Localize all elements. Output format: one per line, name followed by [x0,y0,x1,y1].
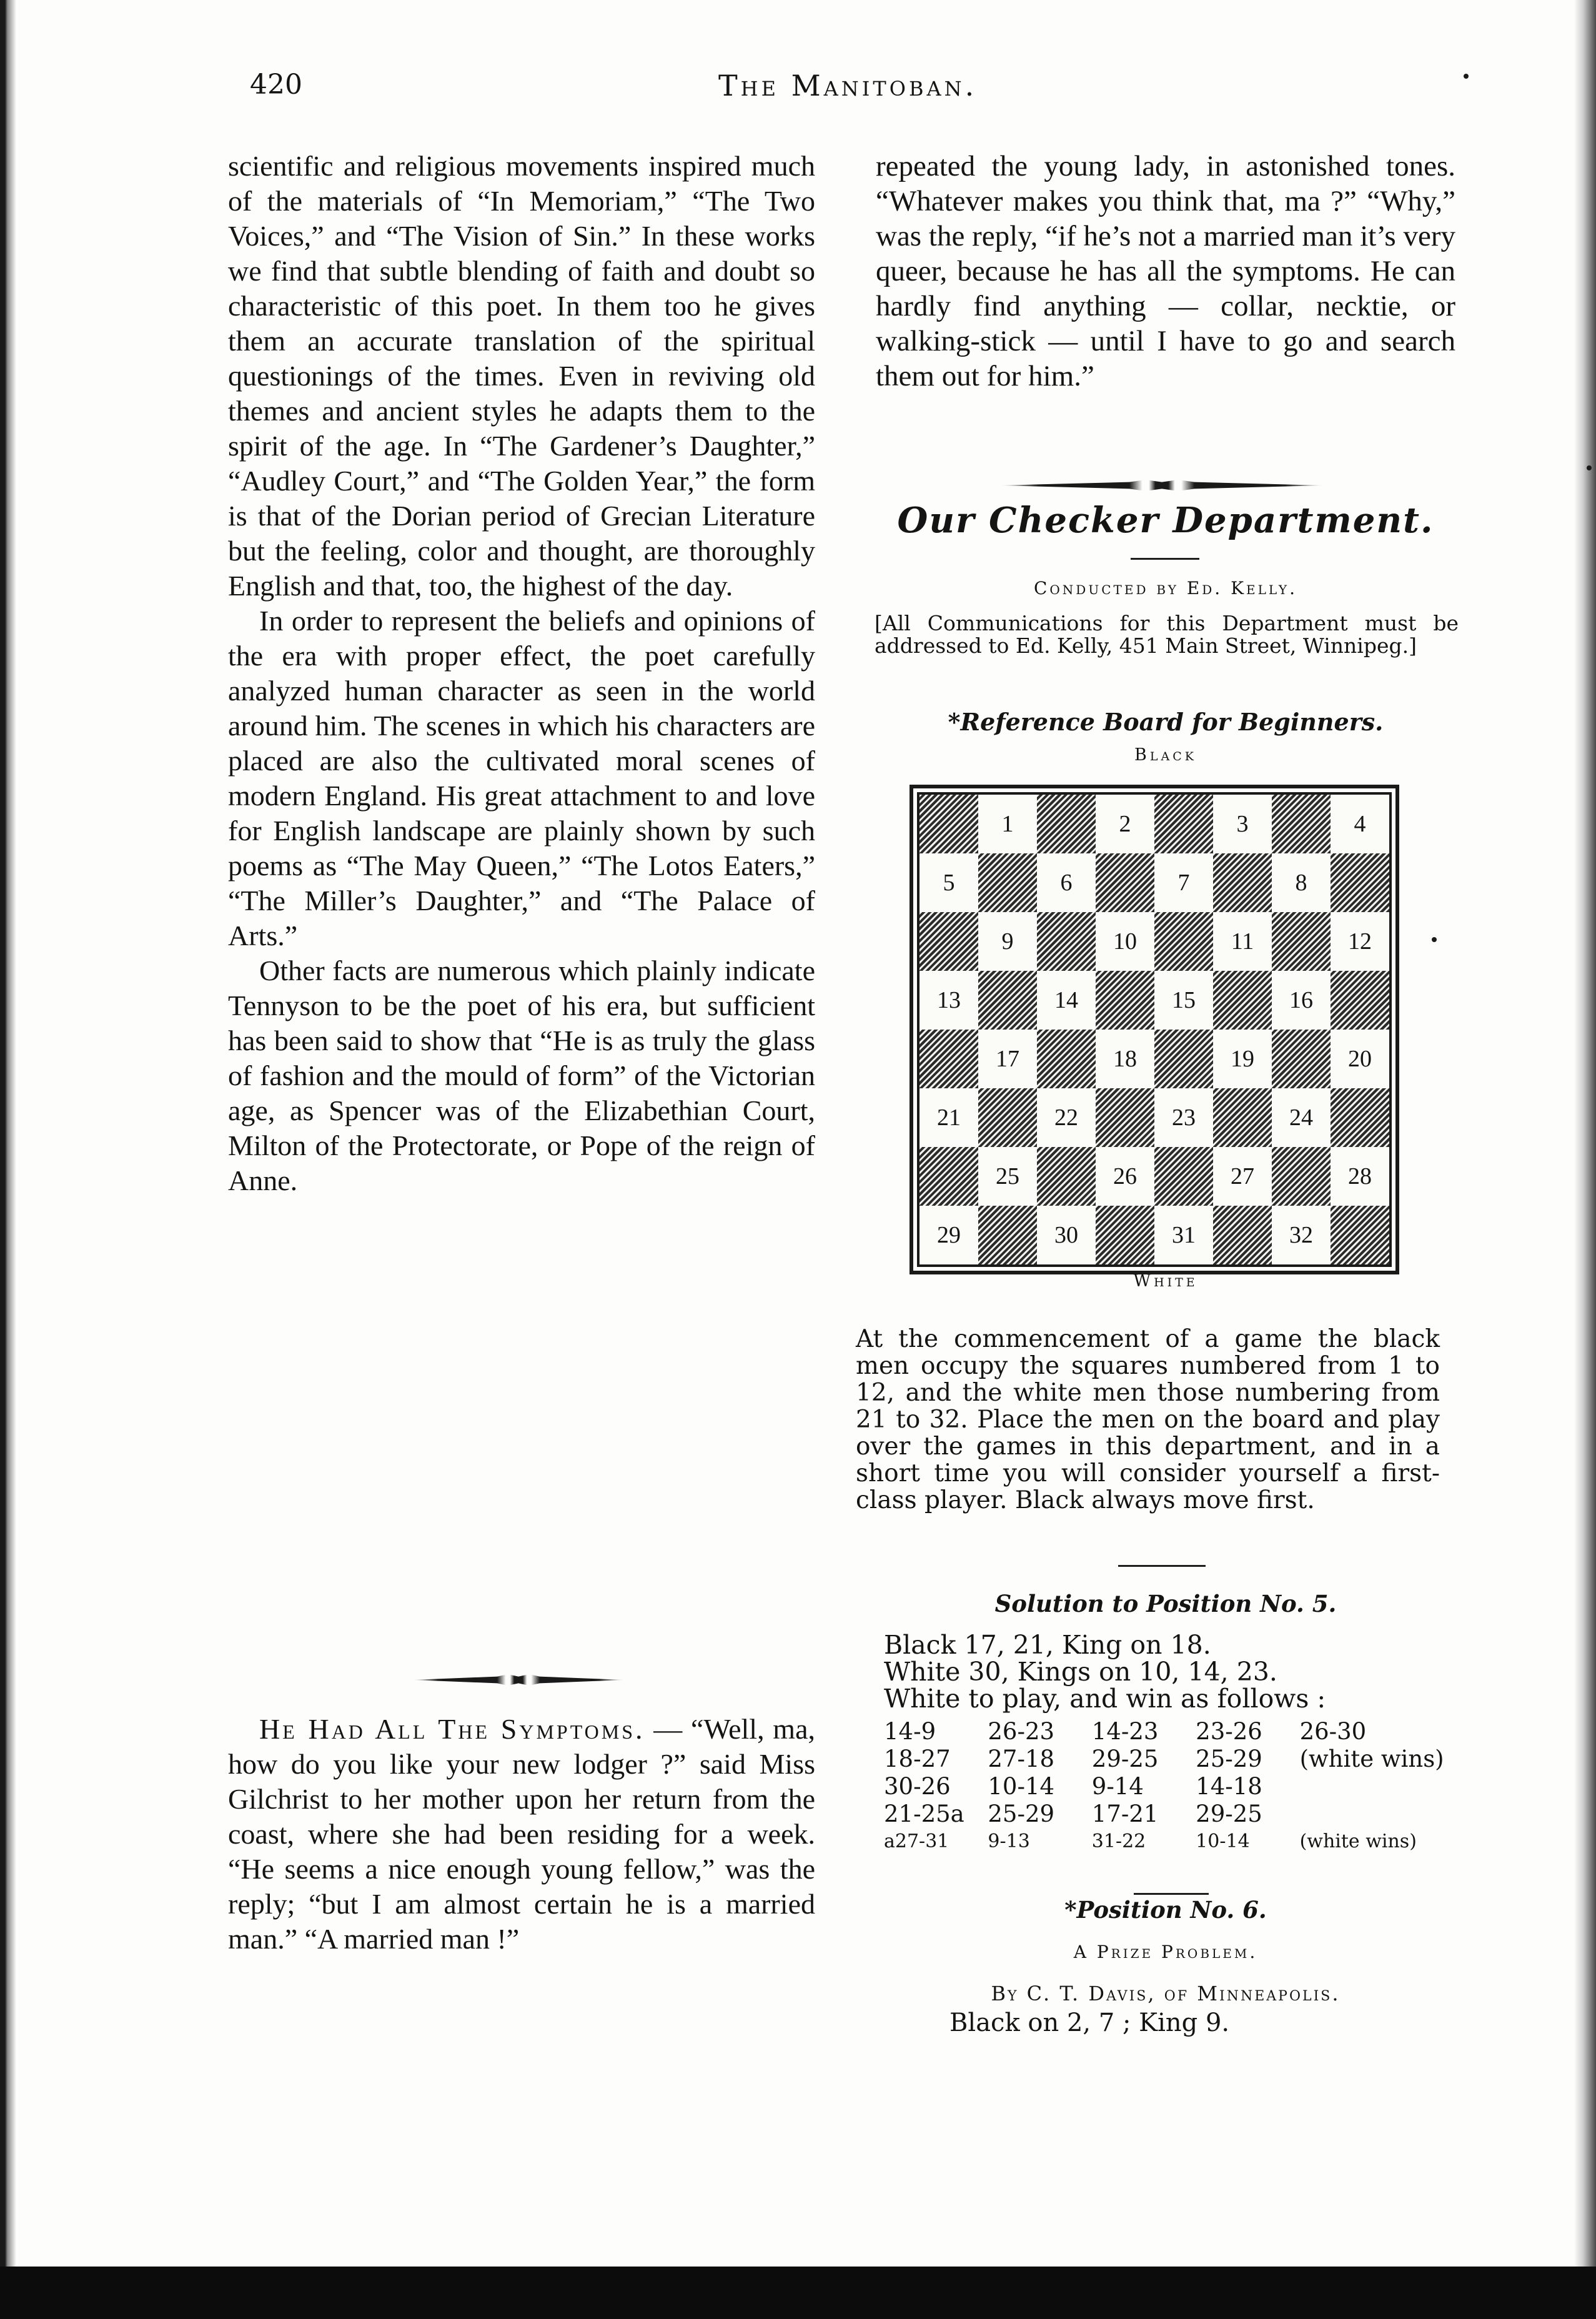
move-cell: (white wins) [1299,1745,1444,1772]
board-square-numbered: 20 [1348,1046,1372,1072]
article-paragraph: In order to represent the beliefs and opinions of the era with proper effect, the poet carefully analyzed human character as seen in the world around him. The scenes in which his characters are placed are also the cultivated moral scenes of modern England. His great attachment to and love for English landscape are plainly shown by such poems as “The May Queen,” “The Lotos Eaters,” “The Miller’s Daughter,” and “The Palace of Arts.” [228,605,815,951]
moves-row [884,1773,1459,1800]
board-square-dark [1037,1147,1096,1206]
section-ornament [412,1674,625,1686]
board-square-dark [1272,912,1331,971]
board-square-dark [1272,795,1331,853]
story-title: He Had All The Symptoms. [259,1713,645,1745]
board-square-numbered: 24 [1289,1105,1313,1131]
board-explanation: At the commencement of a game the black men occupy the squares numbered from 1 to 12, and the white men those numbering from 21 to 32. Place the men on the board and play over the games in this department, and in a short time you will consider yourself a first-class player. Black always move first. [856,1325,1440,1514]
move-cell: (white wins) [1299,1830,1417,1852]
moves-row [884,1800,1459,1828]
board-square-dark [1154,1147,1213,1206]
story-start [228,1712,815,1957]
story-continued [876,149,1455,394]
board-square-dark [1213,853,1272,912]
board-square-numbered: 1 [1001,811,1014,837]
move-cell: 14-9 [884,1718,936,1745]
board-square-numbered: 16 [1289,987,1313,1013]
black-position: Black on 2, 7 ; King 9. [949,2009,1230,2037]
page-left-edge-shadow [0,0,16,2319]
conducted-by: Conducted by Ed. Kelly. [1033,578,1298,598]
moves-row [884,1828,1459,1855]
board-square-numbered: 32 [1289,1222,1313,1248]
board-square-numbered: 21 [937,1105,961,1131]
divider-rule [1134,1893,1209,1895]
board-square-dark [919,795,978,853]
move-cell: 23-26 [1196,1718,1262,1745]
divider-rule [1118,1565,1206,1567]
board-square-dark [978,971,1037,1030]
page-right-edge-shadow [1574,0,1596,2319]
board-square-numbered: 22 [1054,1105,1078,1131]
board-square-numbered: 19 [1231,1046,1254,1072]
move-cell [1300,1773,1459,1800]
article-paragraph: Other facts are numerous which plainly indicate Tennyson to be the poet of his era, but sufficient has been said to show that “He is as truly the glass of fashion and the mould of form” of the Victorian age, as Spencer was of the Elizabethian Court, Milton of the Protectorate, or Pope of the reign of Anne. [228,955,815,1196]
board-square-numbered: 10 [1113,928,1137,955]
board-square-dark [1213,1206,1272,1264]
board-square-numbered: 23 [1172,1105,1196,1131]
board-square-dark [1272,1147,1331,1206]
move-cell: 10-14 [1196,1830,1250,1852]
board-square-numbered: 31 [1172,1222,1196,1248]
board-square-dark [919,912,978,971]
board-square-dark [1037,912,1096,971]
board-square-numbered: 27 [1231,1163,1254,1189]
position-title: *Position No. 6. [1064,1896,1267,1924]
page-bottom-edge-shadow [0,2267,1596,2319]
move-cell: 26-30 [1299,1718,1367,1745]
move-cell: 9-13 [988,1830,1030,1852]
board-square-numbered: 8 [1295,870,1307,896]
board-square-dark [978,1206,1037,1264]
board-square-numbered: 7 [1177,870,1190,896]
print-speck [1432,937,1437,942]
board-top-label: Black [1134,745,1197,765]
article-paragraph: scientific and religious movements inspired much of the materials of “In Memoriam,” “The Two Voices,” and “The Vision of Sin.” In these works we find that subtle blending of faith and doubt so characteristic of this poet. In them too he gives them an accurate translation of the spiritual questionings of the times. Even in reviving old themes and ancient styles he adapts them to the spirit of the age. In “The Gardener’s Daughter,” “Audley Court,” and “The Golden Year,” the form is that of the Dorian period of Grecian Literature but the feeling, color and thought, are thoroughly English and that, too, the highest of the day. [228,150,815,602]
move-cell: 18-27 [884,1745,951,1772]
board-square-numbered: 17 [996,1046,1019,1072]
running-title: The Manitoban. [718,69,978,102]
move-cell: 10-14 [988,1773,1055,1800]
move-cell: 14-18 [1196,1773,1262,1800]
solution-moves-table [884,1718,1459,1855]
move-cell: 9-14 [1091,1773,1144,1800]
checker-board [917,792,1392,1267]
print-speck [1464,74,1469,79]
board-square-dark [1331,1088,1389,1147]
solution-lines [884,1632,1446,1712]
move-cell: 25-29 [1196,1745,1262,1772]
solution-line: White 30, Kings on 10, 14, 23. [884,1657,1277,1687]
board-square-dark [1096,971,1154,1030]
board-square-numbered: 29 [937,1222,961,1248]
left-column [228,149,815,1198]
move-cell [1300,1800,1459,1828]
board-square-dark [1272,1030,1331,1088]
board-square-numbered: 4 [1354,811,1366,837]
board-square-dark [1037,1030,1096,1088]
board-square-numbered: 2 [1119,811,1131,837]
move-cell: 29-25 [1196,1800,1262,1827]
board-bottom-label: White [1133,1271,1198,1291]
board-square-numbered: 11 [1231,928,1254,955]
reference-board-title: *Reference Board for Beginners. [948,708,1384,736]
board-square-numbered: 18 [1113,1046,1137,1072]
board-square-dark [978,1088,1037,1147]
board-square-numbered: 15 [1172,987,1196,1013]
board-square-dark [978,853,1037,912]
divider-rule [1131,558,1199,560]
move-cell: 25-29 [988,1800,1055,1827]
move-cell: 26-23 [988,1718,1055,1745]
story-text: — “Well, ma, how do you like your new lodger ?” said Miss Gilchrist to her mother upon her return from the coast, where she had been residing for a week. “He seems a nice enough young fellow,” was the reply; “but I am almost certain he is a married man.” “A married man !” [228,1713,815,1955]
board-square-dark [1154,912,1213,971]
communications-note: [All Communications for this Department must be addressed to Ed. Kelly, 451 Main Street, Winnipeg.] [875,611,1459,658]
department-title: Our Checker Department. [897,500,1434,541]
board-square-dark [1096,1206,1154,1264]
board-square-numbered: 30 [1054,1222,1078,1248]
move-cell: 21-25a [884,1800,964,1827]
board-square-numbered: 25 [996,1163,1019,1189]
section-ornament [999,480,1324,491]
board-square-dark [1331,1206,1389,1264]
board-square-dark [1213,1088,1272,1147]
page-number: 420 [250,69,302,101]
board-square-numbered: 14 [1054,987,1078,1013]
board-square-numbered: 26 [1113,1163,1137,1189]
move-cell: a27-31 [884,1830,949,1852]
moves-row [884,1718,1459,1745]
board-square-numbered: 13 [937,987,961,1013]
board-square-numbered: 12 [1348,928,1372,955]
move-cell: 17-21 [1091,1800,1159,1827]
board-square-numbered: 3 [1236,811,1249,837]
board-square-dark [1331,853,1389,912]
board-square-dark [1154,795,1213,853]
print-speck [1587,465,1592,470]
move-cell: 30-26 [884,1773,951,1800]
board-square-dark [1096,1088,1154,1147]
story-continued-text: repeated the young lady, in astonished tones. “Whatever makes you think that, ma ?” “Why,” was the reply, “if he’s not a married man it’s very queer, because he has all the symptoms. He can hardly find anything — collar, necktie, or walking-stick — until I have to go and search them out for him.” [876,150,1455,392]
board-square-numbered: 5 [943,870,955,896]
moves-row [884,1745,1459,1773]
board-square-dark [1037,795,1096,853]
move-cell: 27-18 [988,1745,1055,1772]
board-square-dark [1154,1030,1213,1088]
board-square-numbered: 28 [1348,1163,1372,1189]
solution-title: Solution to Position No. 5. [994,1590,1337,1617]
move-cell: 31-22 [1091,1830,1146,1852]
solution-line: Black 17, 21, King on 18. [884,1630,1211,1660]
board-square-numbered: 6 [1060,870,1073,896]
board-square-dark [1096,853,1154,912]
solution-line: White to play, and win as follows : [884,1684,1326,1714]
board-square-dark [1213,971,1272,1030]
board-square-numbered: 9 [1001,928,1014,955]
board-square-dark [919,1030,978,1088]
problem-byline: By C. T. Davis, of Minneapolis. [991,1982,1341,2005]
prize-problem-label: A Prize Problem. [1073,1942,1258,1962]
board-square-dark [919,1147,978,1206]
board-square-dark [1331,971,1389,1030]
move-cell: 14-23 [1091,1718,1159,1745]
move-cell: 29-25 [1091,1745,1159,1772]
